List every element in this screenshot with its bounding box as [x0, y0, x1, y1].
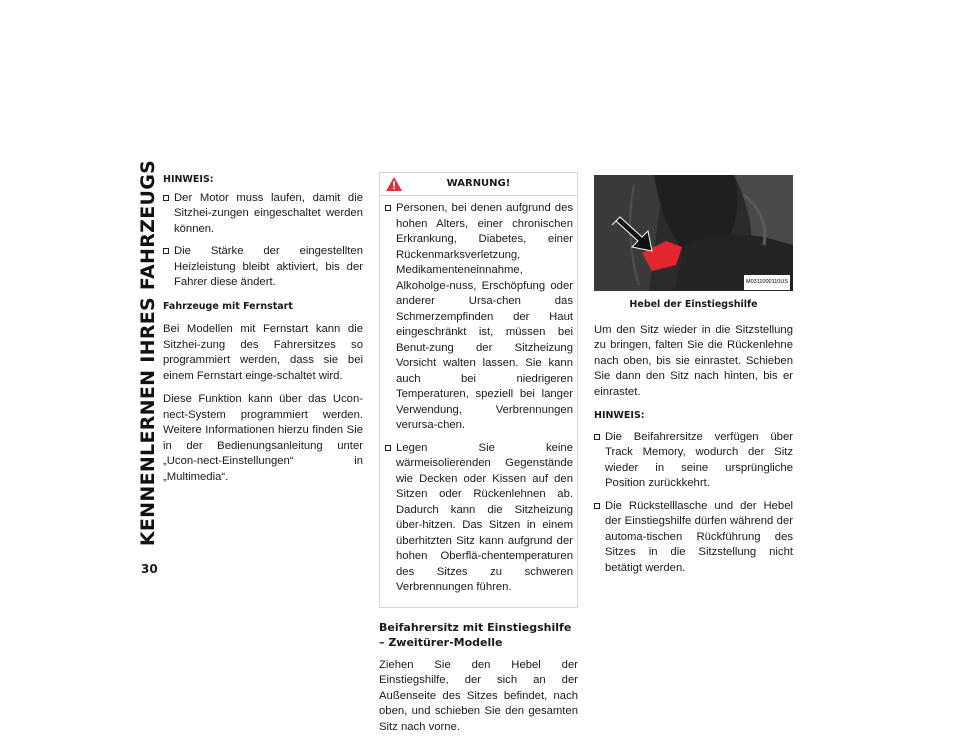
checkbox-square-icon	[385, 445, 391, 451]
note-item	[163, 244, 363, 291]
note-item	[594, 430, 793, 492]
column-right	[594, 175, 793, 584]
paragraph: Diese Funktion kann über das Ucon-nect-System programmiert werden. Weitere Informationen hierzu finden Sie in der Bedienungsanleitung unter „Ucon-nect-Einstellungen“ in „Multimedia“.	[163, 393, 363, 483]
note-heading: HINWEIS:	[163, 174, 214, 185]
checkbox-square-icon	[594, 434, 600, 440]
warning-text: Personen, bei denen aufgrund des hohen Alters, einer chronischen Erkrankung, Diabetes, einer Rückenmarksverletzung, Medikamenteneinnahme, Alkoholge-nuss, Erschöpfung oder anderer Ursa-chen das Schmerzempfinden der Haut eingeschränkt ist, müssen bei Benut-zung der Sitzheizung Vorsicht walten lassen. Sie kann auch bei niedrigeren Temperaturen, speziell bei langer Verwendung, Verbrennungen verursa-chen.	[396, 202, 573, 431]
note-text: Die Beifahrersitze verfügen über Track Memory, wodurch der Sitz wieder in seine ursprüngliche Position zurückkehrt.	[605, 430, 793, 489]
column-middle	[379, 172, 578, 743]
checkbox-square-icon	[163, 248, 169, 254]
chapter-side-title	[136, 160, 160, 545]
warning-item	[385, 441, 573, 596]
warning-title: WARNUNG!	[446, 178, 511, 190]
checkbox-square-icon	[385, 205, 391, 211]
image-code: M0311000110US	[744, 275, 790, 291]
note-text: Die Stärke der eingestellten Heizleistung bleibt aktiviert, bis der Fahrer diese ändert.	[174, 245, 363, 288]
seat-lever-photo	[594, 175, 793, 291]
warning-header	[380, 173, 577, 196]
checkbox-square-icon	[163, 195, 169, 201]
note-heading: HINWEIS:	[594, 410, 645, 421]
paragraph: Um den Sitz wieder in die Sitzstellung zu bringen, falten Sie die Rückenlehne nach oben, bis sie einrastet. Schieben Sie dann den Sitz nach hinten, bis er einrastet.	[594, 323, 793, 398]
paragraph: Bei Modellen mit Fernstart kann die Sitzhei-zung des Fahrersitzes so programmiert werden, dass sie bei einem Fernstart einge-schaltet wird.	[163, 323, 363, 382]
note-item	[594, 499, 793, 577]
note-text: Die Rückstelllasche und der Hebel der Einstiegshilfe dürfen während der automa-tischen Rückführung des Sitzes in die Sitzstellung nicht betätigt werden.	[605, 499, 793, 574]
warning-item	[385, 201, 573, 434]
warning-triangle-icon	[385, 176, 403, 198]
column-left	[163, 172, 363, 493]
note-text: Der Motor muss laufen, damit die Sitzhei-zungen eingeschaltet werden können.	[174, 191, 363, 235]
page-number: 30	[141, 562, 158, 576]
subheading-remote-start: Fahrzeuge mit Fernstart	[163, 300, 293, 312]
note-list	[594, 430, 793, 577]
warning-box	[379, 172, 578, 608]
checkbox-square-icon	[594, 503, 600, 509]
image-caption: Hebel der Einstiegshilfe	[629, 299, 758, 310]
chapter-title-text: KENNENLERNEN IHRES FAHRZEUGS	[137, 159, 159, 546]
note-list	[163, 191, 363, 291]
warning-list	[380, 196, 577, 596]
section-heading: Beifahrersitz mit Einstiegshilfe – Zweitürer-Modelle	[379, 620, 572, 649]
paragraph: Ziehen Sie den Hebel der Einstiegshilfe, der sich an der Außenseite des Sitzes befindet, nach oben, und schieben Sie den gesamten Sitz nach vorne.	[379, 658, 578, 733]
note-item	[163, 191, 363, 238]
warning-text: Legen Sie keine wärmeisolierenden Gegenstände wie Decken oder Kissen auf den Sitzen oder Rückenlehnen ab. Dadurch kann die Sitzheizung über-hitzen. Das Sitzen in einem überhitzten Sitz kann aufgrund der hohen Oberflä-chentemperaturen des Sitzes zu schweren Verbrennungen führen.	[396, 441, 573, 593]
